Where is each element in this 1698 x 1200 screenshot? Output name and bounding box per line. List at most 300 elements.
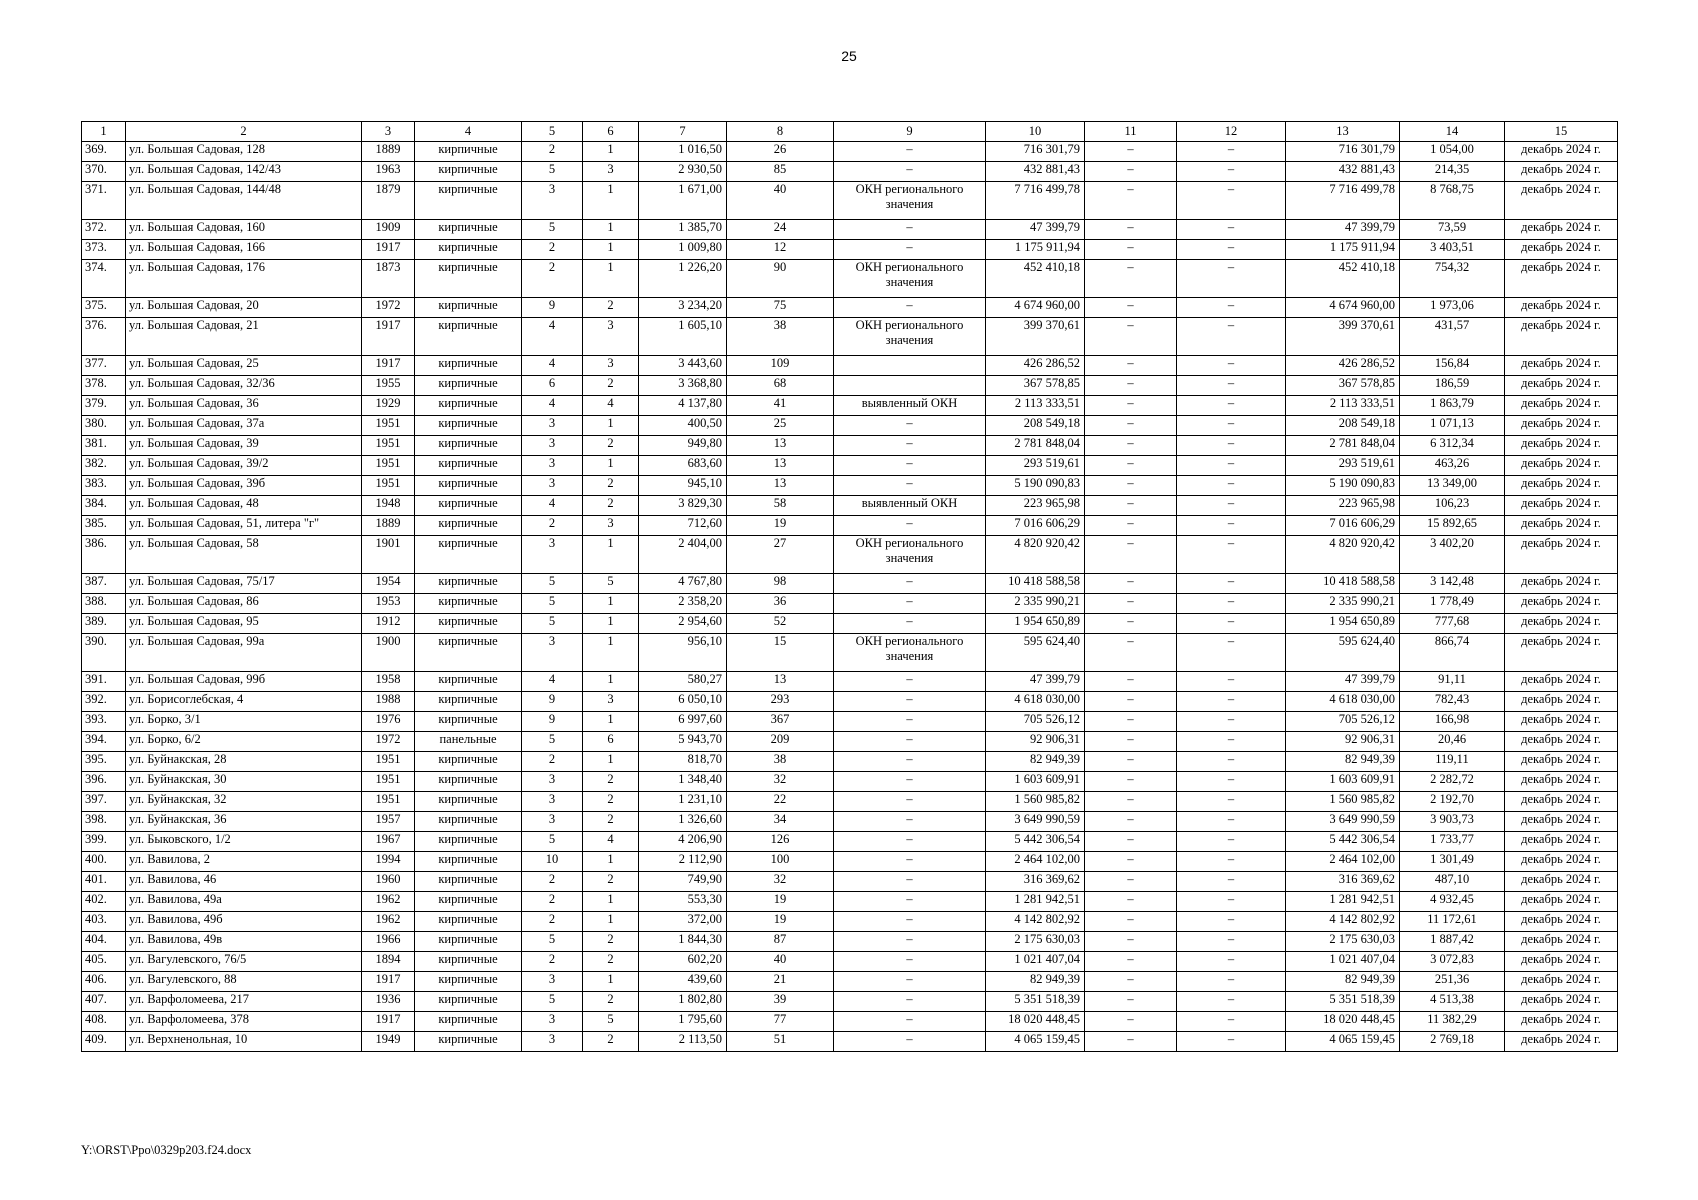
table-cell: 3 <box>522 1032 583 1052</box>
table-cell: ул. Вагулевского, 88 <box>126 972 362 992</box>
table-cell: кирпичные <box>415 932 522 952</box>
table-cell: 223 965,98 <box>986 496 1085 516</box>
table-cell: 463,26 <box>1400 456 1505 476</box>
table-cell: 5 442 306,54 <box>986 832 1085 852</box>
table-cell: 4 820 920,42 <box>986 536 1085 574</box>
table-cell: 705 526,12 <box>1286 712 1400 732</box>
table-cell: – <box>834 952 986 972</box>
table-cell: 58 <box>727 496 834 516</box>
table-cell: – <box>1177 356 1286 376</box>
table-cell: кирпичные <box>415 536 522 574</box>
table-cell: 5 351 518,39 <box>986 992 1085 1012</box>
table-cell: 2 <box>583 952 639 972</box>
table-cell: 1 <box>583 220 639 240</box>
table-cell: 3 903,73 <box>1400 812 1505 832</box>
table-cell: 1889 <box>362 142 415 162</box>
table-cell: 15 892,65 <box>1400 516 1505 536</box>
table-cell: 407. <box>82 992 126 1012</box>
table-cell: 1957 <box>362 812 415 832</box>
table-cell: ул. Большая Садовая, 99а <box>126 634 362 672</box>
table-cell: 5 442 306,54 <box>1286 832 1400 852</box>
table-cell: – <box>834 892 986 912</box>
table-row <box>82 298 1618 318</box>
table-cell: 376. <box>82 318 126 356</box>
table-cell: 2 <box>583 1032 639 1052</box>
table-cell: – <box>1085 692 1177 712</box>
table-cell: кирпичные <box>415 614 522 634</box>
table-cell: – <box>1177 594 1286 614</box>
table-cell: 2 113,50 <box>639 1032 727 1052</box>
table-cell: 382. <box>82 456 126 476</box>
table-cell: 367 578,85 <box>1286 376 1400 396</box>
table-cell: 1917 <box>362 1012 415 1032</box>
table-row <box>82 614 1618 634</box>
table-cell: 1963 <box>362 162 415 182</box>
table-cell: 2 112,90 <box>639 852 727 872</box>
table-cell: декабрь 2024 г. <box>1505 594 1618 614</box>
table-cell: 1 603 609,91 <box>986 772 1085 792</box>
table-cell: 1960 <box>362 872 415 892</box>
table-cell: 1 <box>583 594 639 614</box>
table-cell: – <box>1085 932 1177 952</box>
table-cell: кирпичные <box>415 436 522 456</box>
table-cell: – <box>834 516 986 536</box>
table-cell: декабрь 2024 г. <box>1505 476 1618 496</box>
table-cell: – <box>834 1032 986 1052</box>
table-cell: 1951 <box>362 436 415 456</box>
table-cell: 1936 <box>362 992 415 1012</box>
table-cell: 5 943,70 <box>639 732 727 752</box>
table-cell: декабрь 2024 г. <box>1505 932 1618 952</box>
file-path-footer: Y:\ORST\Ppo\0329p203.f24.docx <box>81 1143 252 1157</box>
table-cell: ул. Быковского, 1/2 <box>126 832 362 852</box>
table-cell: 379. <box>82 396 126 416</box>
table-cell: 1 954 650,89 <box>1286 614 1400 634</box>
table-cell: 36 <box>727 594 834 614</box>
table-cell: – <box>1085 142 1177 162</box>
table-cell: 4 065 159,45 <box>986 1032 1085 1052</box>
table-cell: ул. Буйнакская, 30 <box>126 772 362 792</box>
table-cell: декабрь 2024 г. <box>1505 692 1618 712</box>
table-cell: 3 <box>522 436 583 456</box>
table-cell: 371. <box>82 182 126 220</box>
table-cell <box>834 376 986 396</box>
table-cell: 392. <box>82 692 126 712</box>
table-cell: 1948 <box>362 496 415 516</box>
table-cell: 4 618 030,00 <box>1286 692 1400 712</box>
table-cell: – <box>1085 416 1177 436</box>
table-cell: 3 649 990,59 <box>1286 812 1400 832</box>
table-cell: – <box>1085 574 1177 594</box>
table-cell: – <box>1085 536 1177 574</box>
table-cell: – <box>1085 752 1177 772</box>
table-cell: 2 113 333,51 <box>1286 396 1400 416</box>
table-cell: 391. <box>82 672 126 692</box>
table-cell: декабрь 2024 г. <box>1505 456 1618 476</box>
table-cell: 4 065 159,45 <box>1286 1032 1400 1052</box>
table-cell: 866,74 <box>1400 634 1505 672</box>
table-cell: 316 369,62 <box>986 872 1085 892</box>
table-cell: 6 312,34 <box>1400 436 1505 456</box>
table-cell: – <box>1085 892 1177 912</box>
table-cell: декабрь 2024 г. <box>1505 142 1618 162</box>
table-cell: 5 190 090,83 <box>1286 476 1400 496</box>
table-cell: – <box>834 614 986 634</box>
table-cell: – <box>1085 376 1177 396</box>
table-cell: 1 281 942,51 <box>986 892 1085 912</box>
table-cell: декабрь 2024 г. <box>1505 912 1618 932</box>
table-row <box>82 574 1618 594</box>
table-cell: 2 192,70 <box>1400 792 1505 812</box>
table-cell: 402. <box>82 892 126 912</box>
table-cell: 166,98 <box>1400 712 1505 732</box>
column-header: 7 <box>639 122 727 142</box>
table-cell: ул. Варфоломеева, 217 <box>126 992 362 1012</box>
table-cell: декабрь 2024 г. <box>1505 634 1618 672</box>
table-cell: – <box>834 932 986 952</box>
table-cell: 431,57 <box>1400 318 1505 356</box>
table-cell: – <box>834 812 986 832</box>
table-cell: – <box>834 872 986 892</box>
table-cell: 10 418 588,58 <box>1286 574 1400 594</box>
table-cell: 1909 <box>362 220 415 240</box>
table-cell: 2 <box>522 912 583 932</box>
table-cell: – <box>834 712 986 732</box>
table-cell: ОКН регионального значения <box>834 536 986 574</box>
table-cell: – <box>1177 496 1286 516</box>
table-cell: декабрь 2024 г. <box>1505 396 1618 416</box>
table-cell: 13 <box>727 436 834 456</box>
table-row <box>82 634 1618 672</box>
table-cell: 40 <box>727 952 834 972</box>
table-cell: – <box>834 162 986 182</box>
table-cell: 3 <box>522 634 583 672</box>
table-cell: 4 206,90 <box>639 832 727 852</box>
table-cell: 2 781 848,04 <box>986 436 1085 456</box>
table-cell: ул. Вавилова, 49б <box>126 912 362 932</box>
table-cell: – <box>1177 456 1286 476</box>
table-row <box>82 220 1618 240</box>
table-cell: 5 <box>522 574 583 594</box>
table-cell: 3 072,83 <box>1400 952 1505 972</box>
table-cell: кирпичные <box>415 376 522 396</box>
table-cell: 7 016 606,29 <box>986 516 1085 536</box>
table-cell: 2 175 630,03 <box>986 932 1085 952</box>
table-cell: 2 930,50 <box>639 162 727 182</box>
table-cell: 2 <box>583 496 639 516</box>
table-cell: 399 370,61 <box>1286 318 1400 356</box>
table-row <box>82 812 1618 832</box>
table-cell: декабрь 2024 г. <box>1505 318 1618 356</box>
table-cell: 4 513,38 <box>1400 992 1505 1012</box>
table-cell: 3 649 990,59 <box>986 812 1085 832</box>
table-cell: декабрь 2024 г. <box>1505 298 1618 318</box>
table-cell: ул. Вагулевского, 76/5 <box>126 952 362 972</box>
table-cell: 316 369,62 <box>1286 872 1400 892</box>
table-cell: – <box>1085 852 1177 872</box>
table-cell: 5 <box>522 932 583 952</box>
table-cell: – <box>1085 614 1177 634</box>
table-cell: 90 <box>727 260 834 298</box>
table-cell: 92 906,31 <box>986 732 1085 752</box>
table-cell: 1976 <box>362 712 415 732</box>
table-cell: декабрь 2024 г. <box>1505 496 1618 516</box>
buildings-table <box>81 121 1618 1052</box>
table-cell: – <box>834 416 986 436</box>
table-cell: 47 399,79 <box>1286 220 1400 240</box>
table-cell: 1 603 609,91 <box>1286 772 1400 792</box>
table-cell: 705 526,12 <box>986 712 1085 732</box>
table-cell: 2 <box>522 516 583 536</box>
table-cell: – <box>1177 516 1286 536</box>
table-cell: 47 399,79 <box>986 672 1085 692</box>
table-cell: 396. <box>82 772 126 792</box>
table-cell: 209 <box>727 732 834 752</box>
table-cell: кирпичные <box>415 220 522 240</box>
table-cell: ул. Борисоглебская, 4 <box>126 692 362 712</box>
table-row <box>82 672 1618 692</box>
table-cell: 3 <box>522 812 583 832</box>
table-cell: ул. Большая Садовая, 39б <box>126 476 362 496</box>
table-cell: 5 <box>522 614 583 634</box>
table-cell: 2 <box>522 872 583 892</box>
table-cell: 1 605,10 <box>639 318 727 356</box>
table-cell: 3 <box>522 456 583 476</box>
table-cell: 1994 <box>362 852 415 872</box>
table-cell: – <box>834 852 986 872</box>
table-row <box>82 456 1618 476</box>
table-cell: ОКН регионального значения <box>834 260 986 298</box>
table-cell: 223 965,98 <box>1286 496 1400 516</box>
table-cell: 1917 <box>362 972 415 992</box>
table-cell: – <box>1177 240 1286 260</box>
table-cell: 818,70 <box>639 752 727 772</box>
table-cell: 426 286,52 <box>1286 356 1400 376</box>
table-cell: кирпичные <box>415 992 522 1012</box>
table-cell: – <box>1085 436 1177 456</box>
table-row <box>82 516 1618 536</box>
table-cell: 945,10 <box>639 476 727 496</box>
table-cell: 13 <box>727 672 834 692</box>
table-cell: 25 <box>727 416 834 436</box>
table-cell: кирпичные <box>415 872 522 892</box>
table-cell: 1 863,79 <box>1400 396 1505 416</box>
table-cell: – <box>1085 298 1177 318</box>
table-cell: ул. Большая Садовая, 48 <box>126 496 362 516</box>
table-cell: 2 <box>583 792 639 812</box>
table-cell: – <box>1177 536 1286 574</box>
table-cell: 293 <box>727 692 834 712</box>
table-cell: кирпичные <box>415 792 522 812</box>
column-header: 5 <box>522 122 583 142</box>
table-cell: 32 <box>727 772 834 792</box>
table-cell: кирпичные <box>415 476 522 496</box>
table-cell: – <box>1177 832 1286 852</box>
table-cell: – <box>834 692 986 712</box>
table-cell: 51 <box>727 1032 834 1052</box>
table-cell: 1 021 407,04 <box>986 952 1085 972</box>
table-cell: 749,90 <box>639 872 727 892</box>
table-cell: 2 <box>583 298 639 318</box>
table-row <box>82 772 1618 792</box>
table-cell: 13 349,00 <box>1400 476 1505 496</box>
table-cell: 6 997,60 <box>639 712 727 732</box>
table-row <box>82 732 1618 752</box>
table-cell: 553,30 <box>639 892 727 912</box>
table-cell: декабрь 2024 г. <box>1505 240 1618 260</box>
table-cell: – <box>1177 872 1286 892</box>
table-cell: – <box>1177 182 1286 220</box>
table-cell: 1951 <box>362 752 415 772</box>
table-cell: – <box>1177 476 1286 496</box>
table-cell: 75 <box>727 298 834 318</box>
table-cell: кирпичные <box>415 594 522 614</box>
table-cell: 1 802,80 <box>639 992 727 1012</box>
table-cell: 47 399,79 <box>986 220 1085 240</box>
table-row <box>82 932 1618 952</box>
table-cell: ул. Вавилова, 2 <box>126 852 362 872</box>
table-cell: декабрь 2024 г. <box>1505 516 1618 536</box>
table-cell: кирпичные <box>415 852 522 872</box>
table-cell: 1988 <box>362 692 415 712</box>
table-cell: 1949 <box>362 1032 415 1052</box>
table-cell: 2 113 333,51 <box>986 396 1085 416</box>
table-cell: 406. <box>82 972 126 992</box>
table-cell: кирпичные <box>415 972 522 992</box>
table-cell: ул. Большая Садовая, 36 <box>126 396 362 416</box>
table-cell: – <box>1177 634 1286 672</box>
table-cell: 1 <box>583 456 639 476</box>
table-cell: 82 949,39 <box>986 972 1085 992</box>
table-cell: ул. Большая Садовая, 142/43 <box>126 162 362 182</box>
table-cell: декабрь 2024 г. <box>1505 536 1618 574</box>
table-cell: кирпичные <box>415 396 522 416</box>
table-cell: 4 <box>522 496 583 516</box>
table-cell: 293 519,61 <box>986 456 1085 476</box>
table-cell: 1929 <box>362 396 415 416</box>
table-cell: – <box>1085 162 1177 182</box>
table-cell: ул. Вавилова, 49в <box>126 932 362 952</box>
table-cell: – <box>1085 912 1177 932</box>
table-cell: – <box>834 672 986 692</box>
table-cell: 91,11 <box>1400 672 1505 692</box>
table-cell: 7 016 606,29 <box>1286 516 1400 536</box>
table-row <box>82 318 1618 356</box>
table-cell: кирпичные <box>415 574 522 594</box>
table-cell: 18 020 448,45 <box>1286 1012 1400 1032</box>
table-cell: 2 464 102,00 <box>986 852 1085 872</box>
table-cell: 1 <box>583 240 639 260</box>
table-cell: декабрь 2024 г. <box>1505 260 1618 298</box>
table-cell: – <box>1177 318 1286 356</box>
table-cell: 405. <box>82 952 126 972</box>
table-cell: – <box>1177 260 1286 298</box>
table-cell: ул. Большая Садовая, 39/2 <box>126 456 362 476</box>
table-cell: кирпичные <box>415 456 522 476</box>
table-row <box>82 952 1618 972</box>
table-cell: – <box>1085 356 1177 376</box>
column-header: 15 <box>1505 122 1618 142</box>
table-row <box>82 376 1618 396</box>
table-cell: 10 <box>522 852 583 872</box>
table-cell: – <box>1177 852 1286 872</box>
column-header: 4 <box>415 122 522 142</box>
table-cell: кирпичные <box>415 260 522 298</box>
table-cell: 580,27 <box>639 672 727 692</box>
column-header: 1 <box>82 122 126 142</box>
table-cell: 2 <box>522 142 583 162</box>
table-cell: 214,35 <box>1400 162 1505 182</box>
table-cell: – <box>1177 1032 1286 1052</box>
table-cell: 1917 <box>362 318 415 356</box>
column-header: 12 <box>1177 122 1286 142</box>
table-cell: ул. Большая Садовая, 51, литера "г" <box>126 516 362 536</box>
table-cell: 2 <box>583 436 639 456</box>
table-cell: 1917 <box>362 356 415 376</box>
table-cell: – <box>1177 672 1286 692</box>
table-cell: 5 <box>583 574 639 594</box>
table-cell: декабрь 2024 г. <box>1505 436 1618 456</box>
table-cell: 39 <box>727 992 834 1012</box>
table-cell: 380. <box>82 416 126 436</box>
table-cell: 388. <box>82 594 126 614</box>
table-cell: 2 <box>583 476 639 496</box>
table-cell: 3 829,30 <box>639 496 727 516</box>
table-cell: 208 549,18 <box>1286 416 1400 436</box>
table-cell: 3 <box>522 972 583 992</box>
table-cell: 2 464 102,00 <box>1286 852 1400 872</box>
table-row <box>82 692 1618 712</box>
table-cell: 4 <box>522 356 583 376</box>
table-cell: 1 <box>583 142 639 162</box>
table-cell: 186,59 <box>1400 376 1505 396</box>
table-cell: – <box>1085 992 1177 1012</box>
table-cell: – <box>834 972 986 992</box>
table-cell: 1966 <box>362 932 415 952</box>
table-cell: кирпичные <box>415 832 522 852</box>
table-cell: – <box>1085 318 1177 356</box>
table-row <box>82 712 1618 732</box>
table-cell: 3 <box>583 318 639 356</box>
table-cell: – <box>1177 792 1286 812</box>
table-cell: – <box>1177 298 1286 318</box>
table-row <box>82 912 1618 932</box>
table-row <box>82 416 1618 436</box>
table-cell: 3 <box>522 792 583 812</box>
table-cell: – <box>834 298 986 318</box>
table-cell: 1 <box>583 416 639 436</box>
table-cell: 408. <box>82 1012 126 1032</box>
table-cell: выявленный ОКН <box>834 496 986 516</box>
table-cell: 2 <box>522 952 583 972</box>
table-cell: 1894 <box>362 952 415 972</box>
table-cell: 393. <box>82 712 126 732</box>
table-cell: 1 281 942,51 <box>1286 892 1400 912</box>
table-cell: кирпичные <box>415 142 522 162</box>
column-header: 9 <box>834 122 986 142</box>
table-cell: – <box>1085 792 1177 812</box>
table-cell: ул. Большая Садовая, 58 <box>126 536 362 574</box>
table-cell: 1 <box>583 672 639 692</box>
table-cell: ОКН регионального значения <box>834 182 986 220</box>
table-row <box>82 496 1618 516</box>
table-cell: 1 016,50 <box>639 142 727 162</box>
table-cell: – <box>1177 692 1286 712</box>
table-cell: 6 <box>522 376 583 396</box>
table-cell: – <box>1177 142 1286 162</box>
column-header: 3 <box>362 122 415 142</box>
table-cell: – <box>1177 220 1286 240</box>
